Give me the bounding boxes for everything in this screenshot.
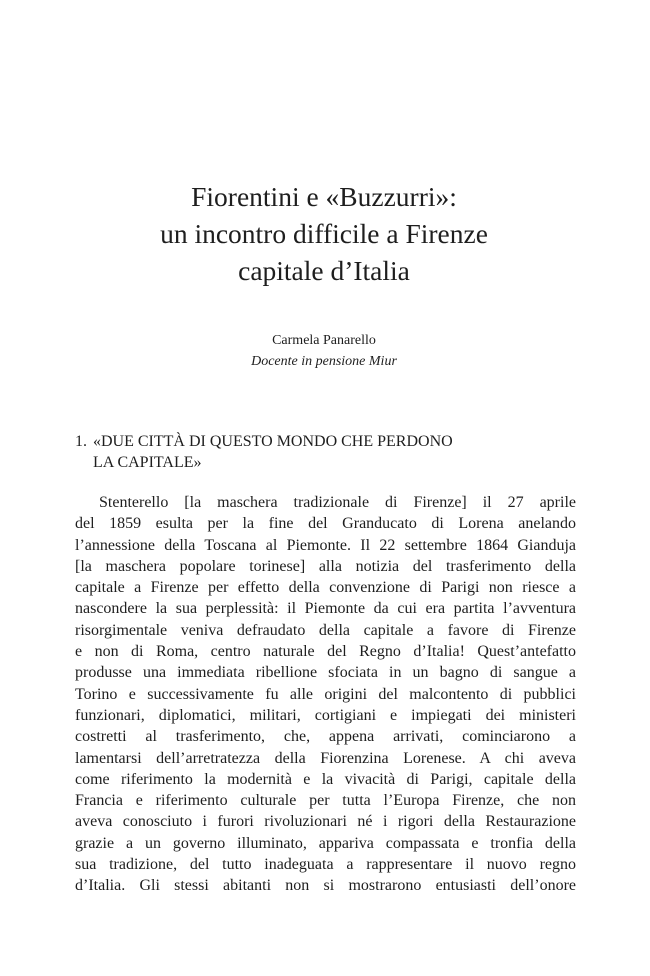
text-line: d’Italia. Gli stessi abitanti non si mostrarono entusiasti dell’onore: [75, 877, 576, 895]
text-line: [la maschera popolare torinese] alla notizia del trasferimento della: [75, 557, 576, 575]
text-line: nascondere la sua perplessità: il Piemonte da cui era partita l’avventura: [75, 600, 576, 618]
body-paragraph: [75, 492, 576, 897]
article-title: [60, 178, 588, 289]
text-line: risorgimentale veniva defraudato della capitale a favore di Firenze: [75, 621, 576, 639]
text-line: funzionari, diplomatici, militari, cortigiani e impiegati dei ministeri: [75, 706, 576, 724]
title-line: un incontro difficile a Firenze: [160, 218, 488, 249]
title-line: Fiorentini e «Buzzurri»:: [191, 181, 457, 212]
text-line: produsse una immediata ribellione sfociata in un bagno di sangue a: [75, 664, 576, 682]
text-line: Torino e successivamente fu alle origini del malcontento di pubblici: [75, 685, 576, 703]
text-line: Stenterello [la maschera tradizionale di Firenze] il 27 aprile: [99, 494, 576, 511]
author-block: [60, 330, 588, 372]
text-line: grazie a un governo illuminato, appariva compassata e tronfia della: [75, 834, 576, 852]
text-line: e non di Roma, centro naturale del Regno d’Italia! Quest’antefatto: [75, 643, 576, 661]
text-line: del 1859 esulta per la fine del Granducato di Lorena anelando: [75, 515, 576, 533]
text-line: costretti al trasferimento, che, appena arrivati, cominciarono a: [75, 728, 576, 746]
text-line: aveva conosciuto i furori rivoluzionari né i rigori della Restaurazione: [75, 813, 576, 831]
text-line: Francia e riferimento culturale per tutta l’Europa Firenze, che non: [75, 792, 576, 810]
text-line: l’annessione della Toscana al Piemonte. Il 22 settembre 1864 Gianduja: [75, 536, 576, 554]
section-heading-line: LA CAPITALE»: [93, 454, 202, 471]
text-line: sua tradizione, del tutto inadeguata a rappresentare il nuovo regno: [75, 856, 576, 874]
author-name: Carmela Panarello: [272, 333, 376, 348]
text-line: come riferimento la modernità e la vivacità di Parigi, capitale della: [75, 770, 576, 788]
text-line: capitale a Firenze per effetto della convenzione di Parigi non riesce a: [75, 579, 576, 597]
section-heading-line: «DUE CITTÀ DI QUESTO MONDO CHE PERDONO: [93, 433, 453, 450]
title-line: capitale d’Italia: [238, 255, 410, 286]
text-line: lamentarsi dell’arretratezza della Fiorenzina Lorenese. A chi aveva: [75, 749, 576, 767]
section-number: 1.: [75, 433, 87, 450]
author-affiliation: Docente in pensione Miur: [251, 354, 397, 369]
section-heading: [75, 431, 575, 473]
